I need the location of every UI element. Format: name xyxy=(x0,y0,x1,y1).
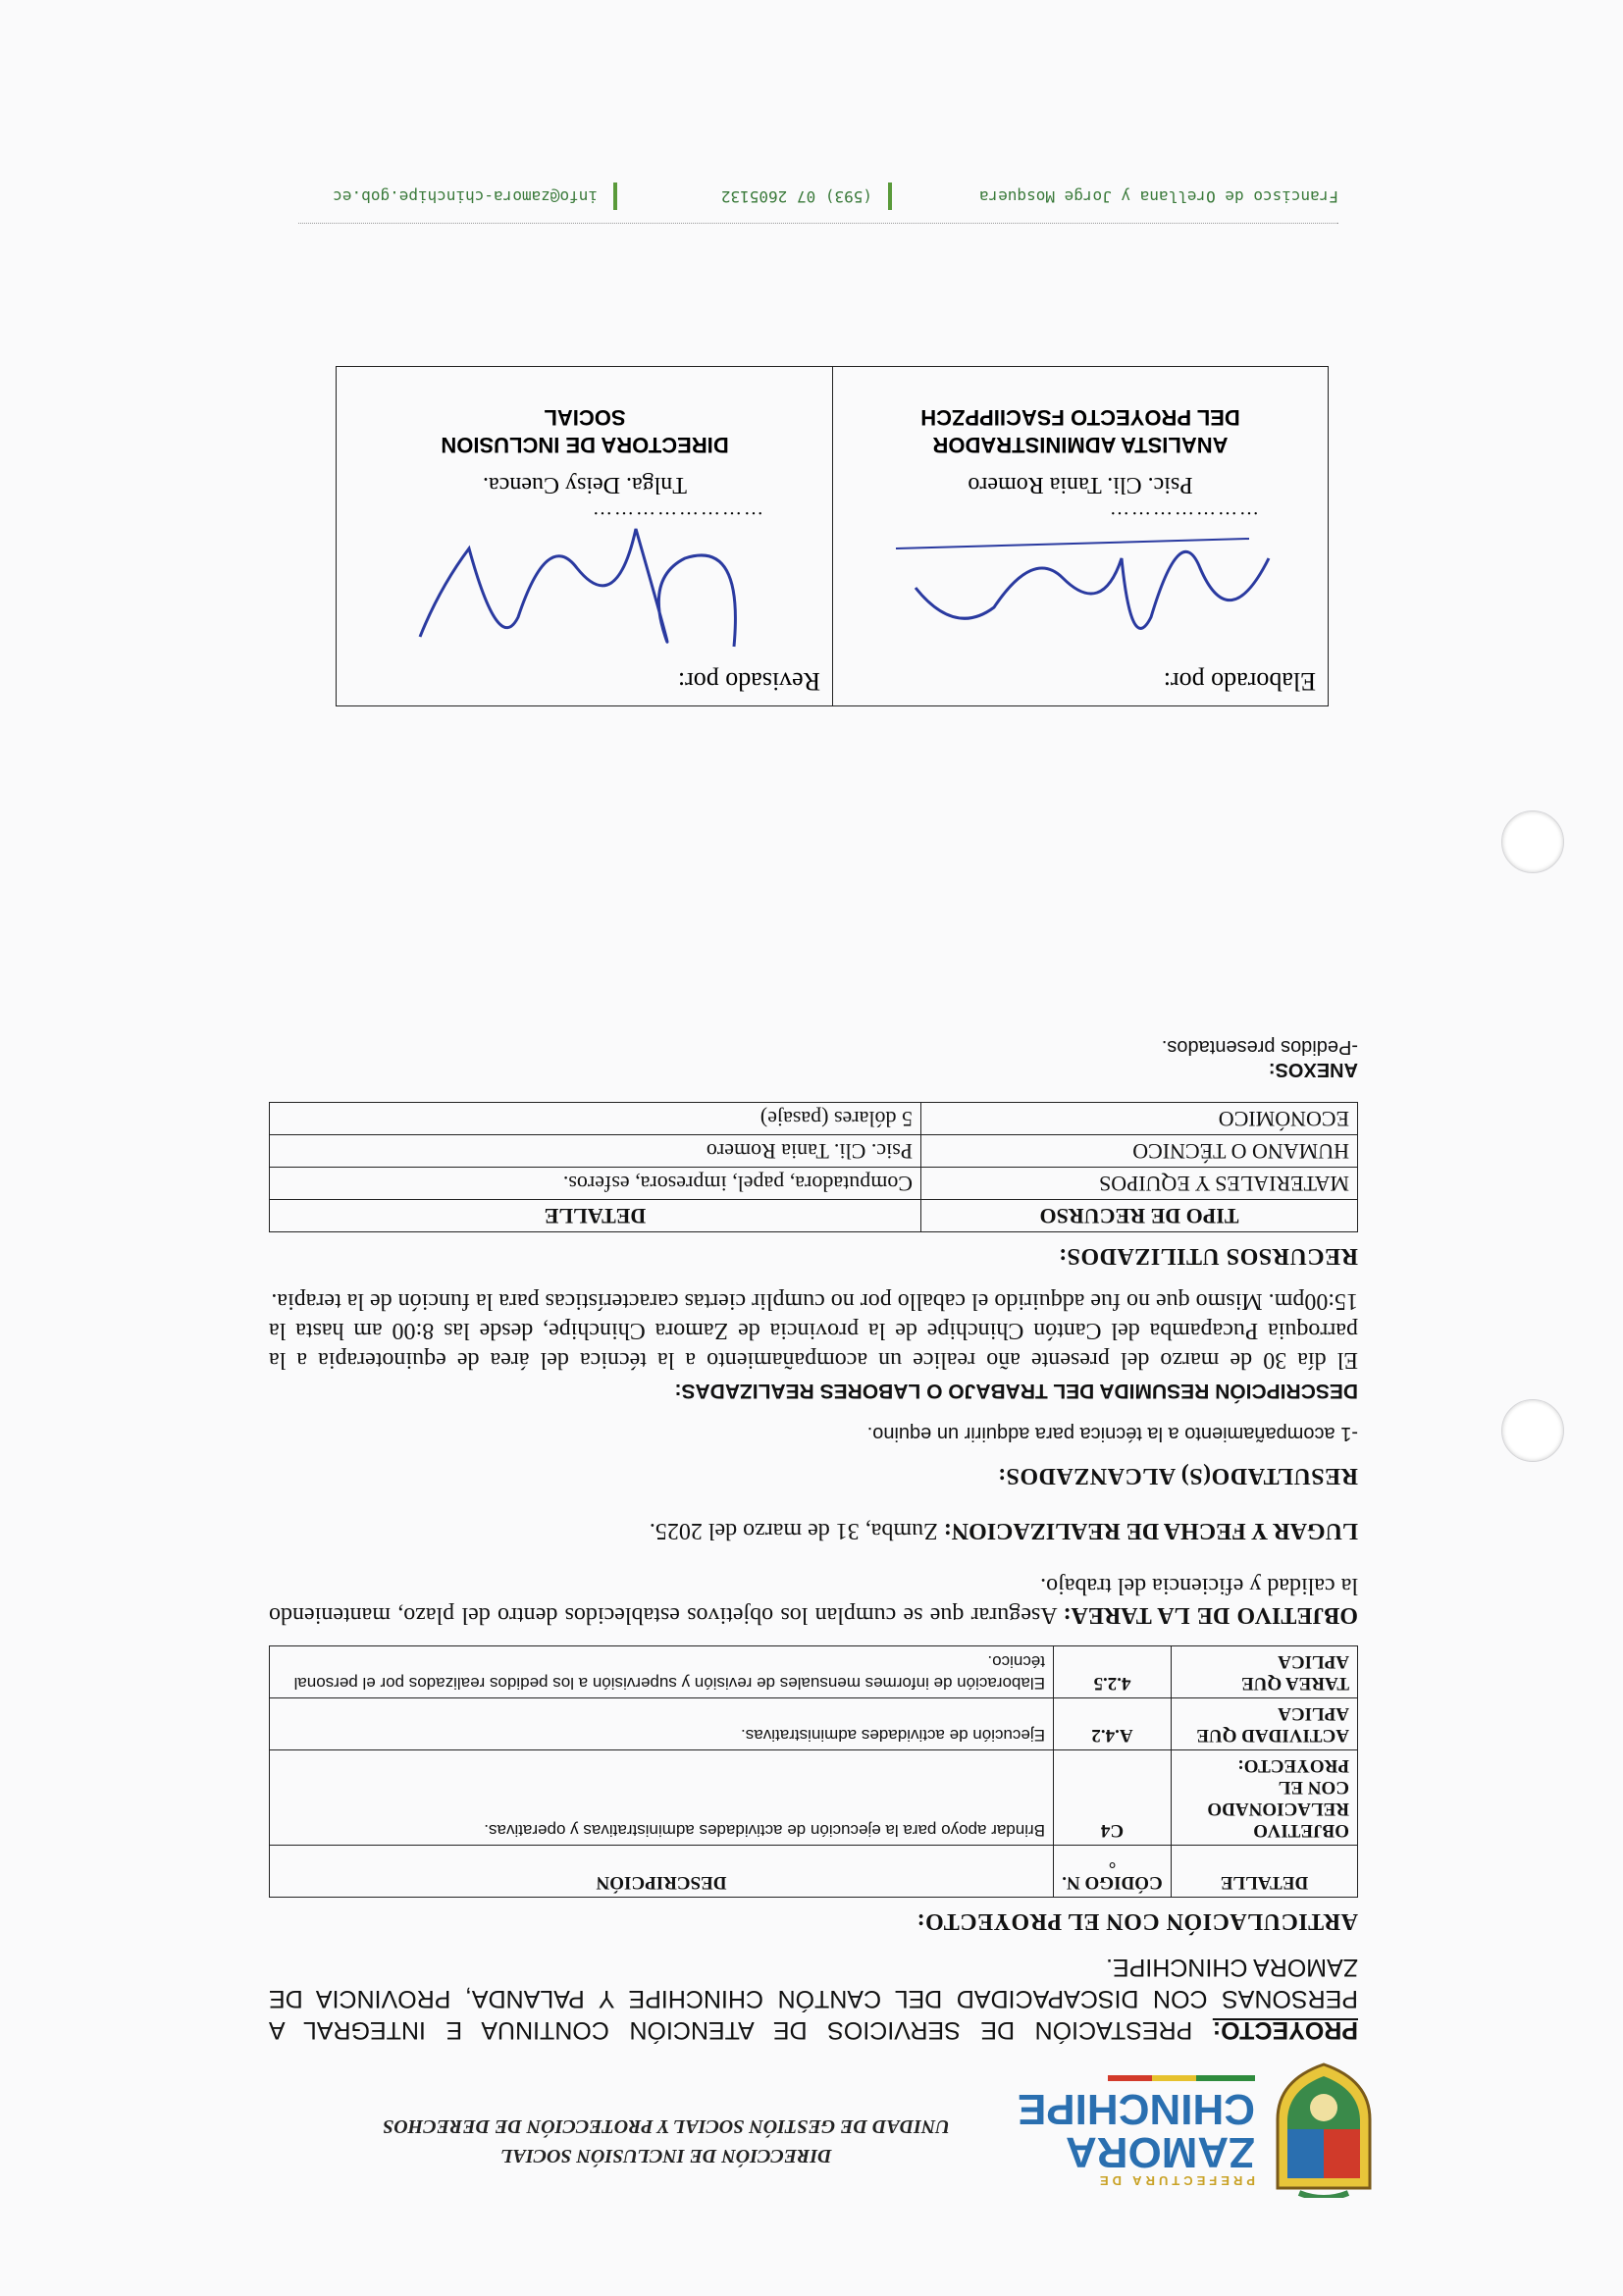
row-detalle: TAREA QUE APLICA xyxy=(1172,1646,1358,1698)
col-header-descripcion: DESCRIPCIÓN xyxy=(270,1846,1054,1898)
place-date-text: Zumba, 31 de marzo del 2025. xyxy=(649,1518,938,1543)
articulation-table xyxy=(269,1645,1358,1898)
row-detalle: ACTIVIDAD QUE APLICA xyxy=(1172,1698,1358,1750)
objective-text: Asegurar que se cumplan los objetivos establecidos dentro del plazo, manteniendo la calidad y eficiencia del trabajo. xyxy=(269,1573,1358,1628)
resources-table xyxy=(269,1102,1358,1232)
handwritten-signature-icon xyxy=(876,509,1288,676)
row-codigo: A.4.2 xyxy=(1054,1698,1172,1750)
col-header-detalle: DETALLE xyxy=(1172,1846,1358,1898)
articulation-title: ARTICULACIÓN CON EL PROYECTO: xyxy=(916,1908,1358,1934)
brand-small-text: PREFECTURA DE xyxy=(1095,2173,1255,2188)
footer-address: Francisco de Orellana y Jorge Mosquera xyxy=(978,187,1338,206)
objective-paragraph xyxy=(269,1571,1358,1630)
table-row xyxy=(270,1168,1358,1200)
coat-of-arms-icon xyxy=(1270,2061,1378,2198)
revisado-role-line-1: DIRECTORA DE INCLUSION xyxy=(441,433,729,457)
table-row xyxy=(270,1698,1358,1750)
footer-email: info@zamora-chinchipe.gob.ec xyxy=(333,187,598,206)
brand-logo xyxy=(1017,2061,1255,2188)
header-titles xyxy=(293,2112,1039,2170)
footer-separator xyxy=(613,183,617,210)
objective-label: OBJETIVO DE LA TAREA: xyxy=(1063,1602,1358,1628)
resources-title: RECURSOS UTILIZADOS: xyxy=(1058,1243,1358,1269)
row-descripcion: Ejecución de actividades administrativas. xyxy=(270,1698,1054,1750)
table-row xyxy=(270,1646,1358,1698)
table-row xyxy=(270,1750,1358,1846)
brand-chinchipe: CHINCHIPE xyxy=(1017,2085,1255,2133)
brand-zamora: ZAMORA xyxy=(1065,2128,1255,2176)
footer xyxy=(298,175,1338,214)
header-line-1: DIRECCIÓN DE INCLUSIÓN SOCIAL xyxy=(500,2145,832,2166)
resource-type: ECONÓMICO xyxy=(921,1103,1358,1135)
resource-type: MATERIALES Y EQUIPOS xyxy=(921,1168,1358,1200)
project-statement xyxy=(269,1952,1358,2046)
annexes-title: ANEXOS: xyxy=(1268,1059,1358,1080)
row-descripcion: Elaboración de informes mensuales de revisión y supervisión a los pedidos realizados por el personal técnico. xyxy=(270,1646,1054,1698)
punch-hole xyxy=(1501,810,1564,873)
revisado-name: Tnlga. Deisy Cuenca. xyxy=(483,472,687,497)
letterhead xyxy=(131,2051,1387,2198)
signature-revisado xyxy=(338,367,832,705)
results-title: RESULTADO(S) ALCANZADOS: xyxy=(997,1463,1358,1488)
place-date-paragraph xyxy=(269,1516,1358,1545)
row-codigo: C4 xyxy=(1054,1750,1172,1846)
row-descripcion: Brindar apoyo para la ejecución de actividades administrativas y operativas. xyxy=(270,1750,1054,1846)
description-title: DESCRIPCIÓN RESUMIDA DEL TRABAJO O LABORES REALIZADAS: xyxy=(674,1380,1358,1402)
col-header-detalle: DETALLE xyxy=(270,1200,921,1232)
header-line-2: UNIDAD DE GESTIÓN SOCIAL Y PROTECCIÓN DE DERECHOS xyxy=(383,2115,950,2137)
punch-hole xyxy=(1501,1399,1564,1462)
elaborado-label: Elaborado por: xyxy=(1163,667,1316,696)
table-header-row xyxy=(270,1200,1358,1232)
project-text: PRESTACIÓN DE SERVICIOS DE ATENCIÓN CONTINUA E INTEGRAL A PERSONAS CON DISCAPACIDAD DEL CANTÓN CHINCHIPE Y PALANDA, PROVINCIA DE ZAMORA CHINCHIPE. xyxy=(269,1954,1358,2044)
signature-line: ………………… xyxy=(1108,507,1259,529)
table-row xyxy=(270,1135,1358,1168)
footer-divider xyxy=(298,223,1338,224)
col-header-codigo: CÓDIGO N.° xyxy=(1054,1846,1172,1898)
elaborado-role-line-2: DEL PROYECTO FSACIIPPZCH xyxy=(920,405,1240,430)
results-item: -1 acompañamiento a la técnica para adquirir un equino. xyxy=(866,1423,1358,1444)
revisado-label: Revisado por: xyxy=(677,667,820,696)
footer-separator xyxy=(888,183,892,210)
brand-color-bar xyxy=(1108,2075,1255,2081)
resource-detail: Psic. Cli. Tania Romero xyxy=(270,1135,921,1168)
resource-detail: 5 dólares (pasaje) xyxy=(270,1103,921,1135)
row-codigo: 4.2.5 xyxy=(1054,1646,1172,1698)
elaborado-role xyxy=(833,403,1328,458)
annexes-item: -Pedidos presentados. xyxy=(1161,1036,1358,1058)
revisado-role xyxy=(338,403,832,458)
handwritten-signature-icon xyxy=(381,509,793,676)
resource-type: HUMANO O TÉCNICO xyxy=(921,1135,1358,1168)
elaborado-name: Psic. Cli. Tania Romero xyxy=(968,472,1193,497)
description-text: El día 30 de marzo del presente año realice un acompañamiento a la técnica del área de equinoterapia a la parroquia Pucapamba del Cantón Chinchipe de la provincia de Zamora Chinchipe, desde las 8:00 am hasta la 15:00pm. Mismo que no fue adquirido el caballo por no cumplir ciertas características para la función de la terapia. xyxy=(269,1288,1358,1373)
signature-elaborado xyxy=(832,367,1328,705)
project-label: PROYECTO: xyxy=(1212,2016,1358,2044)
signature-line: …………………… xyxy=(591,507,763,529)
col-header-tipo: TIPO DE RECURSO xyxy=(921,1200,1358,1232)
revisado-role-line-2: SOCIAL xyxy=(544,405,626,430)
table-header-row xyxy=(270,1846,1358,1898)
place-date-label: LUGAR Y FECHA DE REALIZACION: xyxy=(943,1518,1358,1543)
row-detalle: OBJETIVO RELACIONADO CON EL PROYECTO: xyxy=(1172,1750,1358,1846)
elaborado-role-line-1: ANALISTA ADMINISTRADOR xyxy=(932,433,1229,457)
table-row xyxy=(270,1103,1358,1135)
footer-phone: (593) 07 2605132 xyxy=(720,187,872,206)
resource-detail: Computadora, papel, impresora, esferos. xyxy=(270,1168,921,1200)
report-body xyxy=(269,1035,1358,2046)
signature-table xyxy=(336,366,1329,706)
